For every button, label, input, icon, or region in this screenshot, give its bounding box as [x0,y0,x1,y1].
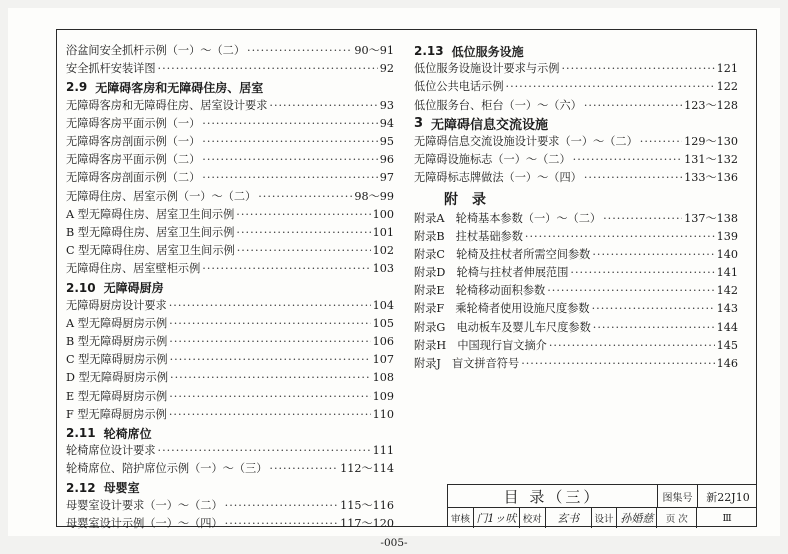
section-title: 低位服务设施 [451,44,524,59]
toc-entry [414,169,738,187]
toc-entry-page: 123～128 [684,98,738,112]
toc-entry-page: 146 [716,357,738,370]
toc-entry [414,78,738,96]
toc-entry-title: 无障碍信息交流设施设计要求（一）～（二） [414,134,638,148]
leader-dots [549,339,715,352]
toc-entry-title: A 型无障碍住房、居室卫生间示例 [66,207,235,221]
page-label: 页 次 [657,508,697,528]
toc-entry-title: 无障碍厨房设计要求 [66,298,167,312]
toc-entry-page: 96 [379,153,394,167]
leader-dots [169,335,370,348]
toc-entry-page: 145 [716,338,738,352]
toc-entry-page: 98～99 [354,189,394,203]
toc-entry [66,60,394,78]
section-number: 2.9 [66,80,88,95]
leader-dots [269,462,338,475]
leader-dots [158,62,378,75]
leader-dots [225,517,338,530]
toc-entry [66,133,394,151]
toc-entry [66,224,394,242]
toc-entry [66,442,394,460]
toc-entry-title: 无障碍客房平面示例（二） [66,153,201,167]
toc-entry [66,315,394,333]
toc-entry-title: C 型无障碍厨房示例 [66,353,168,367]
title-block [447,484,757,527]
section-title: 无障碍信息交流设施 [431,118,549,134]
toc-entry-title: 附录G 电动板车及婴儿车尺度参数 [414,320,591,334]
toc-entry-title: 无障碍客房平面示例（一） [66,116,201,130]
toc-entry-page: 101 [372,225,394,239]
atlas-number-label: 图集号 [658,485,698,508]
toc-entry [414,282,738,300]
toc-entry-page: 131～132 [684,153,738,167]
toc-entry-page: 105 [372,316,394,330]
toc-entry [66,497,394,515]
toc-entry-page: 97 [379,171,394,185]
check-label: 校对 [520,508,546,528]
toc-entry [414,246,738,264]
toc-entry-page: 106 [372,335,394,348]
section-number: 2.10 [66,280,96,295]
toc-entry-title: 浴盆间安全抓杆示例（一）～（二） [66,44,246,57]
design-label: 设计 [592,508,618,528]
toc-left-column [66,42,394,533]
toc-entry [66,515,394,533]
toc-entry [414,228,738,246]
toc-entry-page: 94 [379,116,394,130]
toc-entry-title: 轮椅席位、陪护席位示例（一）～（三） [66,462,268,476]
toc-entry-title: 无障碍客房和无障碍住房、居室设计要求 [66,98,268,112]
toc-entry-page: 100 [372,207,394,221]
section-title: 母婴室 [103,481,140,496]
leader-dots [169,317,371,330]
leader-dots [169,408,371,421]
sheet-title: 目 录（三） [448,485,658,508]
leader-dots [269,99,377,112]
toc-entry [66,388,394,406]
leader-dots [202,135,377,148]
toc-entry-page: 90～91 [354,44,394,57]
section-title: 无障碍客房和无障碍住房、居室 [95,80,264,95]
toc-entry-title: B 型无障碍住房、居室卫生间示例 [66,225,235,239]
toc-entry-title: 母婴室设计示例（一）～（四） [66,516,223,530]
toc-entry-title: 母婴室设计要求（一）～（二） [66,498,223,512]
toc-entry-page: 142 [716,284,738,298]
toc-entry-title: A 型无障碍厨房示例 [66,316,168,330]
toc-entry [414,97,738,115]
leader-dots [592,302,715,315]
toc-entry-title: 附录D 轮椅与拄杖者伸展范围 [414,266,569,280]
toc-entry-title: F 型无障碍厨房示例 [66,407,167,421]
toc-entry-page: 109 [372,389,394,403]
leader-dots [584,99,682,112]
toc-entry [66,460,394,478]
leader-dots [202,171,377,184]
toc-entry-page: 110 [372,407,394,421]
toc-entry-page: 111 [372,444,394,458]
toc-entry-title: 附录H 中国现行盲文摘介 [414,338,547,352]
section-heading [414,115,738,133]
toc-entry-page: 143 [716,302,738,316]
leader-dots [236,226,370,239]
toc-entry-title: 无障碍住房、居室示例（一）～（二） [66,189,257,203]
toc-entry [414,133,738,151]
toc-entry-title: 低位服务设施设计要求与示例 [414,62,560,76]
appendix-heading: 附录 [444,191,500,208]
toc-entry [66,260,394,278]
toc-entry-page: 115～116 [340,498,394,512]
leader-dots [603,212,682,225]
toc-entry-page: 121 [716,62,738,76]
section-title: 轮椅席位 [103,426,152,441]
section-title: 无障碍厨房 [103,281,164,296]
section-number: 3 [414,116,424,132]
leader-dots [506,80,715,93]
section-number: 2.11 [66,426,96,441]
toc-entry [66,406,394,424]
toc-entry [414,355,738,373]
toc-entry-title: 附录F 乘轮椅者使用设施尺度参数 [414,302,590,316]
toc-entry-page: 103 [372,262,394,276]
toc-entry-title: 附录E 轮椅移动面积参数 [414,284,546,298]
toc-entry [66,333,394,351]
toc-entry [66,206,394,224]
leader-dots [202,153,377,166]
leader-dots [584,171,682,184]
toc-entry-title: E 型无障碍厨房示例 [66,389,168,403]
leader-dots [573,153,682,166]
leader-dots [225,499,338,512]
toc-entry-title: 安全抓杆安装详图 [66,62,156,76]
toc-entry-page: 139 [716,229,738,243]
section-number: 2.12 [66,480,96,495]
atlas-number: 新22J10 [706,490,750,504]
toc-entry [414,210,738,228]
review-signature: 门1ッ吠 [474,508,520,528]
toc-entry-page: 108 [372,371,394,385]
page-value: Ⅲ [722,512,732,524]
leader-dots [570,266,714,279]
toc-entry-title: B 型无障碍厨房示例 [66,335,168,348]
leader-dots [169,390,370,403]
toc-entry-page: 102 [372,244,394,258]
toc-entry-page: 122 [716,80,738,94]
toc-entry-page: 95 [379,134,394,148]
toc-entry-page: 92 [379,62,394,76]
section-number: 2.13 [414,44,444,59]
leader-dots [237,244,371,257]
leader-dots [561,62,714,75]
toc-entry-title: C 型无障碍住房、居室卫生间示例 [66,244,235,258]
title-block-top-row [448,485,757,508]
toc-entry-title: 附录C 轮椅及拄杖者所需空间参数 [414,247,591,261]
design-signature: 孙婚慈 [617,508,657,528]
toc-entry-title: 无障碍住房、居室壁柜示例 [66,262,201,276]
toc-entry [66,151,394,169]
toc-entry-title: 附录J 盲文拼音符号 [414,357,520,370]
section-heading [66,278,394,296]
leader-dots [640,135,682,148]
leader-dots [169,299,371,312]
toc-entry-page: 107 [372,353,394,367]
toc-entry [66,369,394,387]
check-signature: 玄书 [546,508,592,528]
toc-right-column [414,42,738,373]
toc-entry-page: 141 [716,266,738,280]
toc-entry-title: 无障碍标志牌做法（一）～（四） [414,171,582,185]
leader-dots [202,262,370,275]
toc-entry [414,319,738,337]
toc-entry [66,242,394,260]
toc-entry-title: 附录A 轮椅基本参数（一）～（二） [414,211,602,225]
leader-dots [525,230,715,243]
toc-entry [66,297,394,315]
leader-dots [521,357,714,370]
leader-dots [158,444,371,457]
leader-dots [247,44,352,57]
leader-dots [547,284,714,297]
toc-entry [66,42,394,60]
section-heading [66,479,394,497]
toc-entry [414,300,738,318]
section-heading [414,42,738,60]
toc-entry-page: 144 [716,320,738,334]
toc-entry-title: 低位服务台、柜台（一）～（六） [414,98,582,112]
toc-entry-title: D 型无障碍厨房示例 [66,371,169,385]
leader-dots [236,208,370,221]
toc-entry [414,151,738,169]
section-heading [66,78,394,96]
section-heading [66,424,394,442]
toc-entry-page: 112～114 [340,462,394,476]
toc-entry [414,337,738,355]
toc-entry-title: 无障碍客房剖面示例（一） [66,134,201,148]
toc-entry-page: 137～138 [684,211,738,225]
toc-entry [66,115,394,133]
leader-dots [202,117,377,130]
leader-dots [592,248,714,261]
toc-entry-title: 无障碍设施标志（一）～（二） [414,153,571,167]
toc-entry-title: 无障碍客房剖面示例（二） [66,171,201,185]
toc-entry [66,188,394,206]
leader-dots [170,371,371,384]
review-label: 审核 [448,508,474,528]
leader-dots [170,353,371,366]
toc-entry-page: 129～130 [684,134,738,148]
title-block-signature-row [448,508,757,528]
toc-entry [414,60,738,78]
toc-entry-page: 133～136 [684,171,738,185]
toc-entry-page: 104 [372,298,394,312]
leader-dots [593,321,715,334]
toc-entry-title: 低位公共电话示例 [414,80,504,94]
toc-entry [66,97,394,115]
footer-page-number: -005- [380,537,408,549]
leader-dots [258,190,352,203]
toc-entry-page: 117～120 [340,516,394,530]
toc-entry-title: 附录B 拄杖基础参数 [414,229,523,243]
toc-entry-page: 140 [716,247,738,261]
toc-entry-title: 轮椅席位设计要求 [66,444,156,458]
toc-entry-page: 93 [379,98,394,112]
toc-entry [66,169,394,187]
toc-entry [66,351,394,369]
toc-entry [414,264,738,282]
